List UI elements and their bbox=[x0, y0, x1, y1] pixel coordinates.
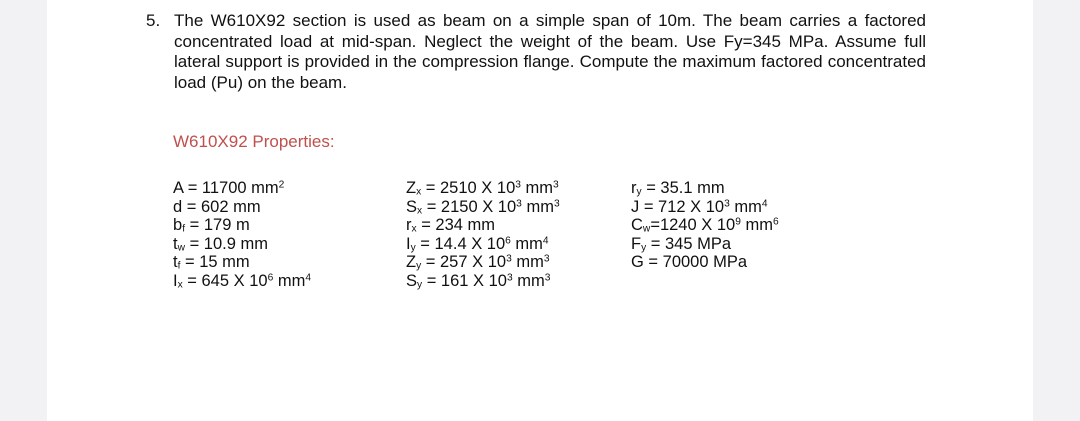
property-row bbox=[406, 179, 560, 198]
property-value: = 11700 mm bbox=[183, 179, 279, 197]
property-unit-exponent: 4 bbox=[542, 235, 549, 247]
property-value: = 712 X 10 bbox=[639, 197, 725, 216]
property-unit-exponent: 3 bbox=[543, 253, 550, 265]
property-symbol: r bbox=[631, 179, 637, 197]
property-subscript: y bbox=[416, 260, 422, 272]
properties-column-3 bbox=[631, 179, 779, 272]
property-value: = 10.9 mm bbox=[184, 234, 268, 253]
properties-column-1 bbox=[173, 179, 311, 291]
property-unit: mm bbox=[729, 197, 762, 216]
property-row bbox=[406, 216, 560, 235]
property-symbol: C bbox=[631, 216, 643, 235]
property-value: = 2510 X 10 bbox=[421, 179, 516, 197]
property-subscript: w bbox=[642, 223, 651, 235]
property-row bbox=[406, 235, 560, 254]
property-exponent: 2 bbox=[278, 179, 285, 191]
property-row bbox=[631, 216, 779, 235]
property-value: = 257 X 10 bbox=[421, 253, 507, 272]
property-value: = 14.4 X 10 bbox=[415, 234, 506, 253]
property-symbol: r bbox=[406, 216, 412, 235]
property-row bbox=[173, 198, 311, 217]
property-value: = 234 mm bbox=[416, 216, 496, 235]
property-subscript: y bbox=[417, 279, 423, 291]
properties-heading: W610X92 Properties: bbox=[173, 132, 335, 151]
property-value: = 70000 MPa bbox=[643, 253, 748, 272]
property-unit: mm bbox=[510, 234, 543, 253]
property-row bbox=[173, 216, 311, 235]
property-value: = 2150 X 10 bbox=[422, 197, 517, 216]
property-symbol: I bbox=[406, 234, 411, 253]
property-subscript: x bbox=[411, 223, 417, 235]
property-symbol: t bbox=[173, 234, 178, 253]
property-exponent: 3 bbox=[507, 272, 513, 284]
property-symbol: Z bbox=[406, 179, 417, 197]
property-row bbox=[631, 253, 779, 272]
property-subscript: x bbox=[177, 279, 183, 291]
property-value: =1240 X 10 bbox=[650, 216, 736, 235]
property-symbol: J bbox=[631, 197, 640, 216]
property-subscript: w bbox=[177, 242, 185, 254]
property-symbol: Z bbox=[406, 253, 417, 272]
property-symbol: S bbox=[406, 197, 418, 216]
property-exponent: 9 bbox=[735, 216, 741, 228]
property-unit-exponent: 6 bbox=[772, 216, 779, 228]
property-row bbox=[406, 253, 560, 272]
properties-column-2 bbox=[406, 179, 560, 291]
property-row bbox=[173, 235, 311, 254]
problem-number: 5. bbox=[146, 11, 161, 30]
property-unit-exponent: 3 bbox=[553, 179, 559, 191]
property-unit: mm bbox=[521, 197, 554, 216]
property-symbol: t bbox=[173, 253, 178, 272]
property-subscript: f bbox=[182, 223, 186, 235]
property-value: = 345 MPa bbox=[646, 234, 732, 253]
property-subscript: x bbox=[416, 186, 422, 198]
property-subscript: y bbox=[641, 242, 647, 254]
property-unit: mm bbox=[520, 179, 554, 197]
problem-statement bbox=[146, 11, 926, 93]
problem-text: The W610X92 section is used as beam on a simple span of 10m. The beam carries a factored concentrated load at mid-span. Neglect the weight of the beam. Use Fy=345 MPa. Assume full lateral support is provided in the compression flange. Compute the maximum factored concentrated load (Pu) on the beam. bbox=[174, 11, 926, 92]
property-exponent: 3 bbox=[724, 197, 730, 209]
property-symbol: G bbox=[631, 253, 644, 272]
property-value: = 179 m bbox=[185, 216, 250, 235]
property-symbol: F bbox=[631, 234, 642, 253]
property-exponent: 3 bbox=[516, 197, 522, 209]
property-row bbox=[631, 198, 779, 217]
property-unit: mm bbox=[740, 216, 773, 235]
property-symbol: b bbox=[173, 216, 183, 235]
property-unit-exponent: 3 bbox=[553, 197, 560, 209]
property-subscript: y bbox=[636, 186, 642, 198]
property-subscript: y bbox=[410, 242, 416, 254]
property-value: = 645 X 10 bbox=[182, 271, 268, 290]
property-unit-exponent: 4 bbox=[305, 272, 312, 284]
property-exponent: 3 bbox=[515, 179, 521, 191]
property-unit-exponent: 3 bbox=[544, 272, 551, 284]
property-symbol: I bbox=[173, 271, 178, 290]
property-row bbox=[173, 272, 311, 291]
property-unit: mm bbox=[512, 271, 545, 290]
property-value: = 15 mm bbox=[180, 253, 250, 272]
property-row bbox=[406, 272, 560, 291]
property-row bbox=[406, 198, 560, 217]
property-unit: mm bbox=[511, 253, 544, 272]
property-row bbox=[173, 253, 311, 272]
property-symbol: S bbox=[406, 271, 418, 290]
property-exponent: 6 bbox=[267, 272, 274, 284]
property-subscript: x bbox=[417, 205, 423, 217]
property-symbol: d bbox=[173, 197, 183, 216]
property-row bbox=[173, 179, 311, 198]
property-exponent: 6 bbox=[505, 235, 511, 247]
property-unit-exponent: 4 bbox=[761, 197, 768, 209]
property-exponent: 3 bbox=[506, 253, 512, 265]
property-row bbox=[631, 179, 779, 198]
property-value: = 161 X 10 bbox=[422, 271, 507, 290]
property-value: = 35.1 mm bbox=[641, 179, 725, 197]
property-symbol: A bbox=[173, 179, 184, 197]
property-value: = 602 mm bbox=[182, 197, 261, 216]
property-unit: mm bbox=[273, 271, 306, 290]
property-row bbox=[631, 235, 779, 254]
property-subscript: f bbox=[177, 260, 181, 272]
